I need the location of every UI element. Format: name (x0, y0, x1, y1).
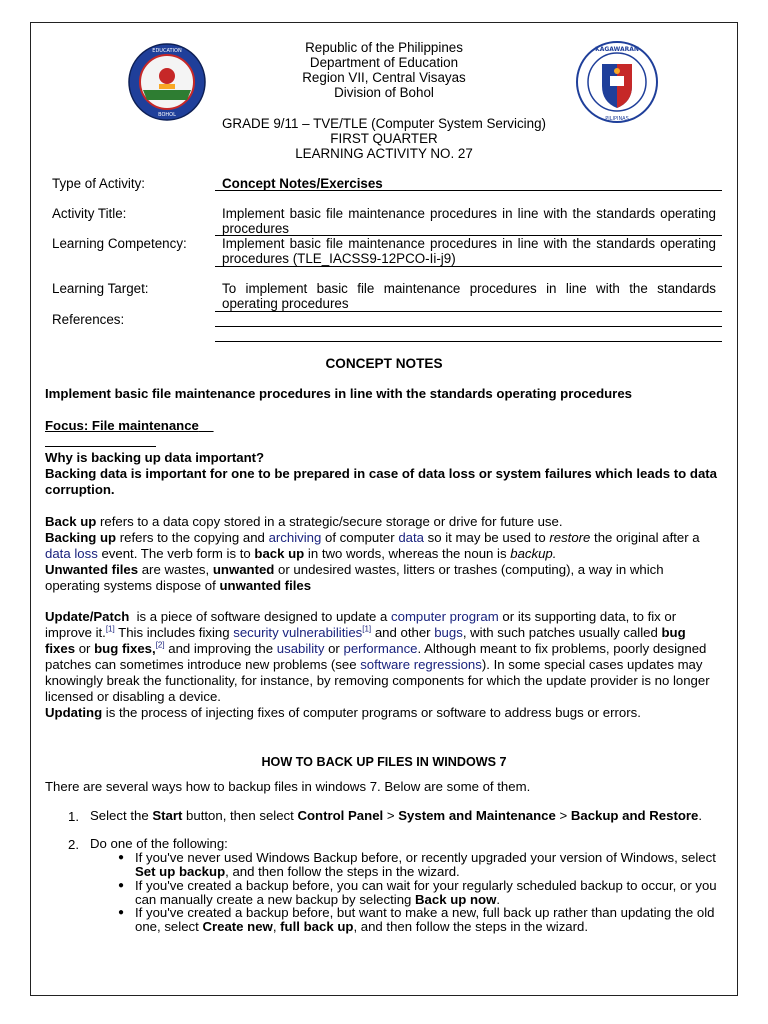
step-1: Select the Start button, then select Control Panel > System and Maintenance > Backup and Restore. (90, 808, 703, 823)
references-underline-2 (215, 341, 722, 342)
header-grade: GRADE 9/11 – TVE/TLE (Computer System Servicing) (222, 116, 546, 131)
references-label: References: (52, 312, 125, 327)
step-1-number: 1. (68, 809, 79, 824)
option-create-new-full-backup: If you've created a backup before, but want to make a new, full back up rather than updating the old one, select Create new, full back up, and then follow the steps in the wizard. (135, 905, 715, 934)
def-backing-up: Backing up refers to the copying and archiving of computer data so it may be used to restore the original after a data loss event. The verb form is to back up in two words, whereas the noun is backup. (45, 530, 700, 561)
option-back-up-now: If you've created a backup before, you can wait for your regularly scheduled backup to occur, or you can manually create a new backup by selecting Back up now. (135, 878, 717, 907)
link-data[interactable]: data (398, 530, 424, 545)
references-underline-1 (215, 326, 722, 327)
bullet-icon: ● (118, 907, 125, 918)
howto-intro: There are several ways how to backup files in windows 7. Below are some of them. (45, 779, 531, 794)
link-bugs[interactable]: bugs (434, 625, 463, 640)
type-of-activity-label: Type of Activity: (52, 176, 146, 191)
learning-target-value: To implement basic file maintenance procedures in line with the standards operating procedures (222, 281, 716, 311)
def-backup: Back up refers to a data copy stored in a strategic/secure storage or drive for future use. (45, 514, 563, 529)
def-updating: Updating is the process of injecting fixes of computer programs or software to address bugs or errors. (45, 705, 641, 720)
activity-title-label: Activity Title: (52, 206, 127, 221)
svg-text:BOHOL: BOHOL (158, 112, 176, 118)
step-2: Do one of the following: (90, 836, 228, 851)
learning-competency-label: Learning Competency: (52, 236, 187, 251)
header-region: Region VII, Central Visayas (302, 70, 466, 85)
focus-divider (45, 446, 156, 447)
type-underline (215, 190, 722, 191)
link-security-vulnerabilities[interactable]: security vulnerabilities (233, 625, 363, 640)
learning-target-label: Learning Target: (52, 281, 149, 296)
competency-underline (215, 266, 722, 267)
link-archiving[interactable]: archiving (268, 530, 322, 545)
svg-text:KAGAWARAN: KAGAWARAN (595, 46, 639, 53)
header-activity-number: LEARNING ACTIVITY NO. 27 (295, 146, 473, 161)
link-software-regressions[interactable]: software regressions (360, 657, 482, 672)
link-performance[interactable]: performance (343, 641, 418, 656)
question-line: Why is backing up data important? (45, 450, 265, 465)
header-quarter: FIRST QUARTER (330, 131, 438, 146)
link-computer-program[interactable]: computer program (391, 609, 499, 624)
def-unwanted-files: Unwanted files are wastes, unwanted or undesired wastes, litters or trashes (computing), a way in which operating systems dispose of unwanted files (45, 562, 664, 593)
step-2-number: 2. (68, 837, 79, 852)
focus-label: Focus: File maintenance (45, 418, 199, 433)
type-of-activity-value: Concept Notes/Exercises (222, 176, 383, 191)
bullet-icon: ● (118, 880, 125, 891)
def-update-patch: Update/Patch is a piece of software designed to update a computer program or its supporting data, to fix or improve it.[1] This includes fixing security vulnerabilities[1] and other bugs, with such patches usually called bug fixes or bug fixes,[2] and improving the usability or performance. Although meant to fix problems, poorly designed patches can sometimes introduce new problems (see software regressions). In some special cases updates may knowingly break the functionality, for instance, by removing components for which the update provider is no longer licensed or disabling a device. Updating is the process of injecting fixes of computer programs or software to address bugs or errors. (45, 609, 717, 721)
concept-notes-heading: CONCEPT NOTES (325, 356, 443, 371)
focus-line (45, 418, 717, 434)
learning-competency-value: Implement basic file maintenance procedures in line with the standards operating procedures (TLE_IACSS9-12PCO-Ii-j9) (222, 236, 716, 266)
activity-title-value: Implement basic file maintenance procedures in line with the standards operating procedures (222, 206, 716, 236)
link-data-loss[interactable]: data loss (45, 546, 98, 561)
answer-paragraph: Backing data is important for one to be prepared in case of data loss or system failures which leads to data corruption. (45, 466, 718, 497)
link-usability[interactable]: usability (276, 641, 325, 656)
option-set-up-backup: If you've never used Windows Backup before, or recently upgraded your version of Windows, select Set up backup, and then follow the steps in the wizard. (135, 850, 716, 879)
definitions-block (45, 514, 717, 594)
target-underline (215, 311, 722, 312)
svg-text:EDUCATION: EDUCATION (152, 48, 182, 54)
svg-text:PILIPINAS: PILIPINAS (605, 116, 629, 122)
bullet-icon: ● (118, 852, 125, 863)
header-department: Department of Education (309, 55, 459, 70)
concept-subheading: Implement basic file maintenance procedures in line with the standards operating procedures (45, 386, 632, 401)
howto-heading: HOW TO BACK UP FILES IN WINDOWS 7 (261, 755, 507, 769)
header-republic: Republic of the Philippines (305, 40, 463, 55)
header-division: Division of Bohol (334, 85, 434, 100)
